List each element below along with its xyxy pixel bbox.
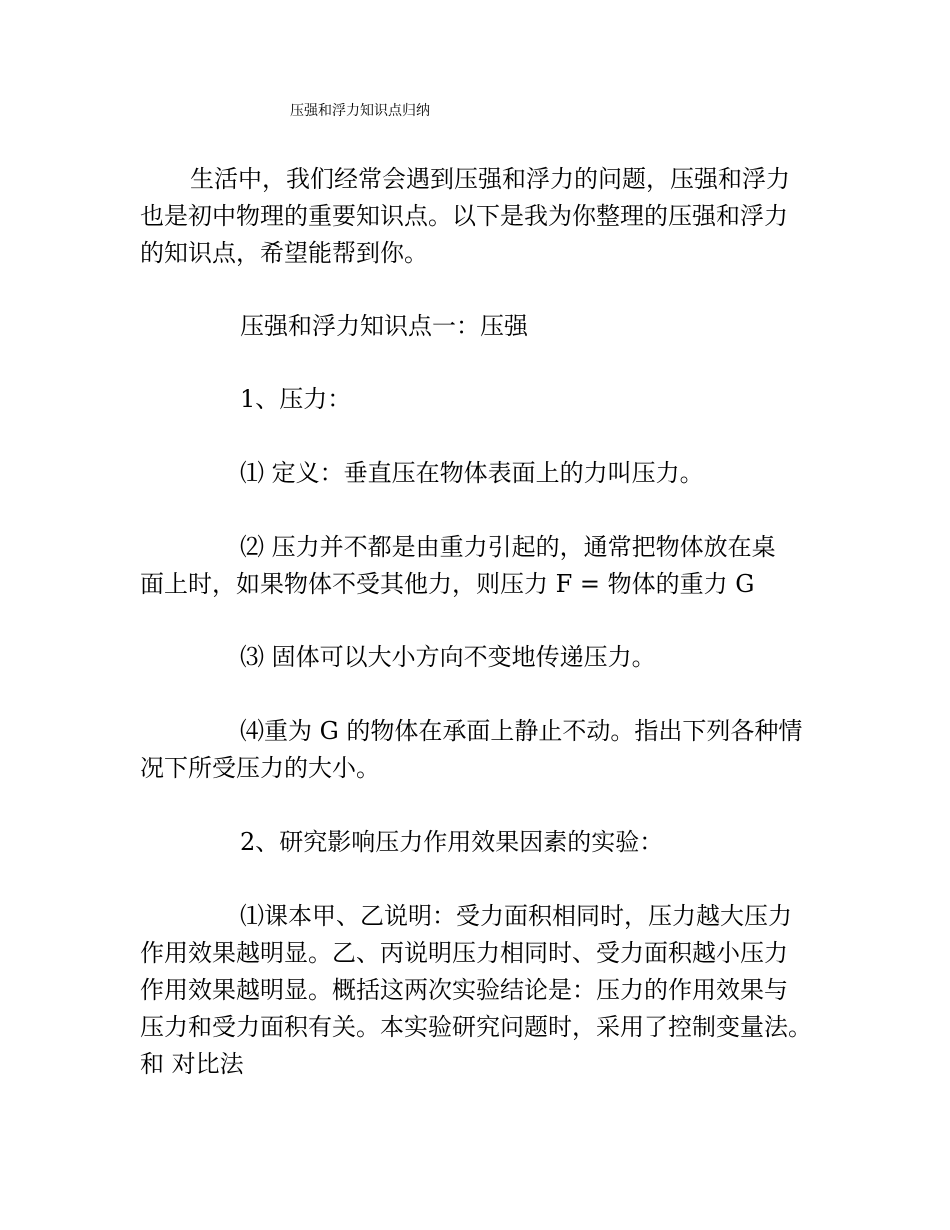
paragraph-line: 压力和受力面积有关。本实验研究问题时，采用了控制变量法。 [140, 1013, 812, 1041]
item-1-2-paragraph [140, 529, 830, 603]
item-1-3: ⑶ 固体可以大小方向不变地传递压力。 [240, 643, 656, 671]
paragraph-line: 况下所受压力的大小。 [140, 754, 380, 782]
item-1-1: ⑴ 定义：垂直压在物体表面上的力叫压力。 [240, 459, 704, 487]
item-2-heading: 2、研究影响压力作用效果因素的实验： [240, 828, 664, 856]
intro-line: 生活中，我们经常会遇到压强和浮力的问题，压强和浮力 [190, 165, 790, 193]
paragraph-line: 作用效果越明显。乙、丙说明压力相同时、受力面积越小压力 [140, 939, 788, 967]
page-header: 压强和浮力知识点归纳 [290, 103, 430, 119]
section-title: 压强和浮力知识点一：压强 [240, 312, 528, 340]
intro-paragraph [140, 161, 830, 272]
paragraph-line: 和 对比法 [140, 1050, 244, 1078]
paragraph-line: ⑷重为 G 的物体在承面上静止不动。指出下列各种情 [240, 717, 803, 745]
intro-line: 的知识点，希望能帮到你。 [140, 239, 428, 267]
intro-line: 也是初中物理的重要知识点。以下是我为你整理的压强和浮力 [140, 202, 788, 230]
item-1-4-paragraph [140, 713, 830, 787]
paragraph-line: ⑵ 压力并不都是由重力引起的，通常把物体放在桌 [240, 533, 776, 561]
item-2-1-paragraph [140, 898, 830, 1083]
item-1-heading: 1、压力： [240, 385, 352, 413]
paragraph-line: 面上时，如果物体不受其他力，则压力 F = 物体的重力 G [140, 570, 755, 598]
paragraph-line: 作用效果越明显。概括这两次实验结论是：压力的作用效果与 [140, 976, 788, 1004]
paragraph-line: ⑴课本甲、乙说明：受力面积相同时，压力越大压力 [240, 902, 792, 930]
